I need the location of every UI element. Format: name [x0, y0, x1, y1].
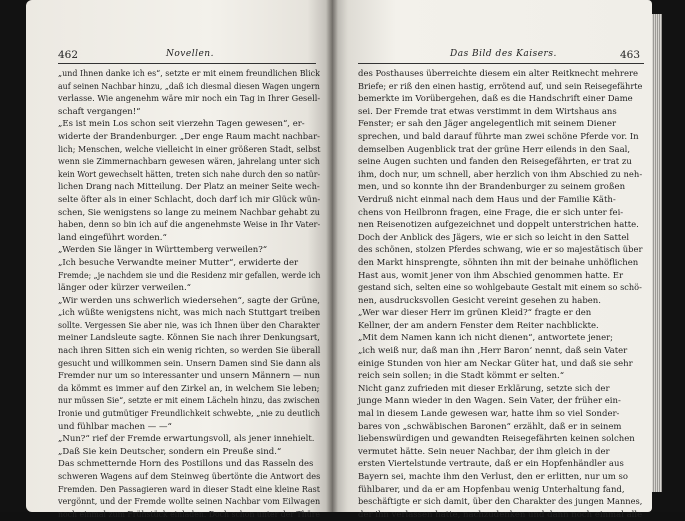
text-line: noch einmal zum Frühstück einladen. Doch schon unter der Thüre — [58, 509, 321, 520]
text-line: Kellner, der am andern Fenster dem Reiter nachblickte. — [358, 320, 599, 331]
text-line: Das schmetternde Horn des Postillons und das Rasseln des — [58, 459, 314, 470]
right-page — [332, 0, 652, 520]
left-header-rule — [58, 63, 316, 64]
text-line: schweren Wagens auf dem Steinweg übertönte die Antwort des — [58, 472, 321, 482]
text-line: land eingeführt worden.“ — [58, 232, 167, 243]
text-line: „Es ist mein Los schon seit vierzehn Tagen gewesen“, er- — [58, 119, 305, 130]
left-page-text — [58, 68, 320, 521]
left-page — [26, 0, 332, 520]
text-line: des Posthauses überreichte diesem ein alter Reitknecht mehrere — [358, 69, 639, 79]
text-line: Hast aus, womit jener von ihm Abschied genommen hatte. Er — [358, 270, 624, 281]
text-line: liebenswürdigen und gewandten Reisegefährten keinen solchen — [358, 434, 635, 445]
text-line: auf seinen Nachbar hinzu, „daß ich diesmal diesen Wagen ungern — [58, 81, 320, 92]
text-line: nen Reisenotizen aufgezeichnet und doppelt unterstrichen hatte. — [358, 220, 639, 231]
text-line: lich; Menschen, welche vielleicht in einer größeren Stadt, selbst — [58, 144, 321, 155]
text-line: einige Stunden von hier am Neckar Güter hat, und daß sie sehr — [358, 358, 633, 369]
text-line: des schönen, stolzen Pferdes schwang, wie er so majestätisch über — [358, 245, 643, 256]
text-line: vermutet hätte. Sein neuer Nachbar, der ihm gleich in der — [358, 446, 610, 457]
text-line: vergönnt, und der Fremde wollte seinen Nachbar vom Eilwagen — [58, 497, 321, 508]
text-line: gestand sich, selten eine so wohlgebaute Gestalt mit einem so schö- — [358, 283, 642, 294]
text-line: „ich wüßte wenigstens nicht, was mich nach Stuttgart treiben — [58, 308, 321, 319]
text-line: widerte der Brandenburger. „Der enge Raum macht nachbar- — [58, 131, 320, 142]
text-line: der ihn verlassen hatte, nachzudenken und dann noch einmal alle — [358, 509, 643, 520]
text-line: bemerkte im Vorübergehen, daß es die Handschrift einer Dame — [358, 94, 633, 105]
text-line: bares von „schwäbischen Baronen“ erzählt, daß er in seinem — [358, 421, 622, 432]
text-line: men, und so konnte ihn der Brandenburger zu seinem großen — [358, 182, 626, 193]
text-line: „Nun?“ rief der Fremde erwartungsvoll, als jener innehielt. — [58, 434, 315, 445]
text-line: fühlbarer, und da er am Hopfenbau wenig Unterhaltung fand, — [358, 484, 625, 495]
text-line: seine Augen suchten und fanden den Reisegefährten, er trat zu — [358, 157, 632, 168]
text-line: Nicht ganz zufrieden mit dieser Erklärung, setzte sich der — [358, 383, 610, 394]
text-line: schen, Sie wenigstens so lange zu meinem Nachbar gehabt zu — [58, 207, 320, 218]
text-line: da kömmt es immer auf den Zirkel an, in welchem Sie leben; — [58, 383, 320, 394]
book-page-edges — [652, 14, 662, 492]
left-page-number: 462 — [58, 49, 79, 61]
text-line: und fühlbar machen — —“ — [58, 421, 172, 432]
right-page-header — [332, 49, 652, 63]
text-line: „Werden Sie länger in Württemberg verweilen?“ — [58, 245, 268, 256]
text-line: Briefe; er riß den einen hastig, errötend auf, und sein Reisegefährte — [358, 81, 643, 92]
text-line: schaft vergangen!“ — [58, 106, 141, 117]
text-line: junge Mann wieder in den Wagen. Sein Vater, der früher ein- — [358, 396, 621, 407]
right-running-title: Das Bild des Kaisers. — [450, 49, 557, 59]
text-line: chens von Heilbronn fragen, eine Frage, die er sich unter fei- — [358, 207, 624, 218]
text-line: Doch der Anblick des Jägers, wie er sich so leicht in den Sattel — [358, 232, 630, 243]
text-line: „Ich besuche Verwandte meiner Mutter“, erwiderte der — [58, 257, 299, 268]
text-line: länger oder kürzer verweilen.“ — [58, 283, 192, 294]
text-line: „Mit dem Namen kann ich nicht dienen“, antwortete jener; — [358, 333, 614, 344]
text-line: sollte. Vergessen Sie aber nie, was ich Ihnen über den Charakter — [58, 320, 320, 331]
text-line: ihm, doch nur, um schnell, aber herzlich von ihm Abschied zu neh- — [358, 169, 643, 180]
text-line: Fremder nur um so interessanter und unsern Männern — nun — [58, 371, 320, 382]
text-line: gesucht und willkommen sein. Unsern Damen sind Sie dann als — [58, 358, 321, 369]
left-running-title: Novellen. — [166, 49, 214, 59]
text-line: nur müssen Sie“, setzte er mit einem Lächeln hinzu, das zwischen — [58, 396, 320, 407]
text-line: demselben Augenblick trat der grüne Herr eilends in den Saal, — [358, 144, 631, 155]
right-header-rule — [358, 63, 644, 64]
text-line: meiner Landsleute sagte. Können Sie nach ihrer Denkungsart, — [58, 333, 320, 344]
text-line: Verdruß nicht einmal nach dem Haus und der Familie Käth- — [358, 194, 616, 205]
text-line: ersten Viertelstunde vertraute, daß er ein Hopfenhändler aus — [358, 459, 624, 470]
text-line: selte öfter als in einer Schlacht, doch darf ich mir Glück wün- — [58, 194, 321, 205]
text-line: „Wir werden uns schwerlich wiedersehen“, sagte der Grüne, — [58, 295, 321, 306]
text-line: den Markt hinsprengte, söhnten ihn mit der beinahe unhöflichen — [358, 257, 639, 268]
text-line: „Wer war dieser Herr im grünen Kleid?“ fragte er den — [358, 308, 592, 319]
text-line: sprechen, und bald darauf führte man zwei schöne Pferde vor. In — [358, 131, 639, 142]
text-line: sei. Der Fremde trat etwas verstimmt in dem Wirtshaus ans — [358, 106, 617, 117]
right-page-text — [358, 68, 642, 521]
text-line: mal in diesem Lande gewesen war, hatte ihm so viel Sonder- — [358, 409, 620, 420]
text-line: Fenster; er sah den Jäger angelegentlich mit seinem Diener — [358, 119, 617, 130]
text-line: Fremde; „je nachdem sie und die Residenz mir gefallen, werde ich — [58, 270, 321, 281]
text-line: lichen Drang nach Mitteilung. Der Platz an meiner Seite wech- — [58, 182, 320, 193]
text-line: nach ihren Sitten sich ein wenig richten, so werden Sie überall — [58, 346, 321, 357]
text-line: Fremden. Den Passagieren ward in dieser Stadt eine kleine Rast — [58, 484, 320, 495]
text-line: „und Ihnen danke ich es“, setzte er mit einem freundlichen Blick — [58, 69, 320, 79]
text-line: haben, denn so bin ich auf die angenehmste Weise in Ihr Vater- — [58, 220, 321, 231]
text-line: nen, ausdrucksvollen Gesicht vereint gesehen zu haben. — [358, 295, 601, 306]
text-line: wenn sie Zimmernachbarn gewesen wären, jahrelang unter sich — [58, 157, 320, 168]
text-line: reich sein sollen; in die Stadt kömmt er selten.“ — [358, 371, 565, 382]
text-line: Bayern sei, machte ihm den Verlust, den er erlitten, nur um so — [358, 472, 628, 482]
left-page-header — [26, 49, 332, 63]
right-page-number: 463 — [619, 49, 640, 61]
text-line: „ich weiß nur, daß man ihn ‚Herr Baron‘ nennt, daß sein Vater — [358, 346, 628, 357]
text-line: „Daß Sie kein Deutscher, sondern ein Preuße sind.“ — [58, 446, 282, 457]
text-line: Ironie und gutmütiger Freundlichkeit schwebte, „nie zu deutlich — [58, 409, 321, 420]
text-line: verlasse. Wie angenehm wäre mir noch ein Tag in Ihrer Gesell- — [58, 94, 321, 105]
text-line: beschäftigte er sich damit, über den Charakter des jungen Mannes, — [358, 497, 643, 508]
text-line: kein Wort gewechselt hätten, treten sich nahe durch den so natür- — [58, 169, 321, 180]
